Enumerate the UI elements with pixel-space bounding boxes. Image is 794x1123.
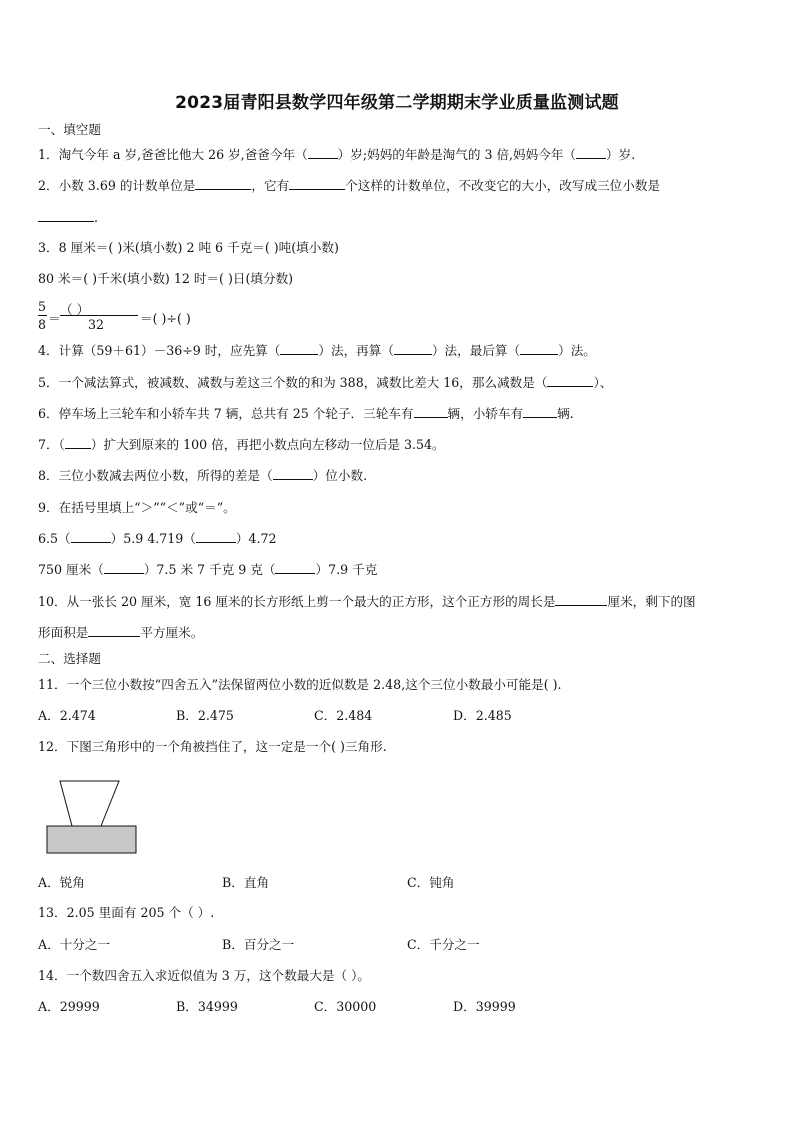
question-12: 12．下图三角形中的一个角被挡住了，这一定是一个( )三角形.: [38, 739, 387, 754]
question-5: [38, 375, 612, 391]
q2-blank-1[interactable]: [195, 178, 251, 190]
question-1: [38, 147, 635, 163]
q9-blank-3[interactable]: [104, 562, 144, 574]
q13-option-b[interactable]: B．百分之一: [222, 937, 295, 952]
q6-blank-1[interactable]: [414, 406, 448, 418]
q9-r2-c: ）7.9 千克: [315, 562, 378, 577]
q6-blank-2[interactable]: [523, 406, 557, 418]
section-fill-in-blank: 一、填空题: [38, 122, 101, 137]
fraction-denominator-8: 8: [38, 317, 47, 332]
q9-r2-a: 750 厘米（: [38, 562, 104, 577]
q2-text-d: .: [94, 210, 99, 225]
question-4: [38, 343, 596, 359]
question-11: 11．一个三位小数按“四舍五入”法保留两位小数的近似数是 2.48,这个三位小数最小可能是( ).: [38, 677, 562, 692]
question-2-cont: [38, 210, 98, 226]
question-9-row-2: [38, 562, 377, 578]
q9-r2-b: ）7.5 米 7 千克 9 克（: [143, 562, 276, 577]
q2-blank-2[interactable]: [289, 178, 345, 190]
q1-text-b: ）岁;妈妈的年龄是淘气的 3 倍,妈妈今年（: [337, 147, 577, 162]
q9-r1-a: 6.5（: [38, 531, 71, 546]
fraction-bar-2: [60, 315, 138, 316]
question-3-line-2: 80 米＝( )千米(填小数) 12 时＝( )日(填分数): [38, 271, 294, 286]
fraction-numerator-5: 5: [38, 299, 47, 314]
q1-blank-2[interactable]: [576, 147, 606, 159]
question-6: [38, 406, 574, 422]
question-14: 14．一个数四舍五入求近似值为 3 万，这个数最大是（ ）。: [38, 968, 370, 983]
q7-text-b: ）扩大到原来的 100 倍，再把小数点向左移动一位后是 3.54。: [90, 437, 445, 452]
q7-text-a: 7．（: [38, 437, 65, 452]
section-multiple-choice: 二、选择题: [38, 651, 101, 666]
triangle-outline: [60, 781, 119, 826]
q12-option-c[interactable]: C．钝角: [407, 875, 455, 890]
q1-text-a: 1．淘气今年 a 岁,爸爸比他大 26 岁,爸爸今年（: [38, 147, 308, 162]
q14-option-c[interactable]: C．30000: [314, 999, 377, 1014]
q4-blank-1[interactable]: [280, 343, 318, 355]
q1-text-c: ）岁.: [606, 147, 636, 162]
q7-blank[interactable]: [65, 437, 91, 449]
question-9-row-1: [38, 531, 277, 547]
q10-text-a: 10．从一张长 20 厘米，宽 16 厘米的长方形纸上剪一个最大的正方形，这个正方形的周长是: [38, 594, 556, 609]
q14-option-b[interactable]: B．34999: [176, 999, 238, 1014]
fraction-numerator-blank[interactable]: （ ）: [60, 302, 90, 317]
q10-blank-2[interactable]: [88, 625, 140, 637]
q11-option-c[interactable]: C．2.484: [314, 708, 373, 723]
question-13: 13．2.05 里面有 205 个（ ）.: [38, 905, 215, 920]
q4-blank-2[interactable]: [394, 343, 432, 355]
triangle-figure: [45, 779, 141, 857]
fraction-denominator-32: 32: [88, 317, 105, 332]
q9-blank-4[interactable]: [275, 562, 315, 574]
question-3-fraction: [38, 299, 238, 335]
question-2: [38, 178, 660, 194]
q4-text-c: ）法，最后算（: [431, 343, 521, 358]
q9-r1-c: ）4.72: [235, 531, 277, 546]
question-10-cont: [38, 625, 203, 641]
q11-option-a[interactable]: A．2.474: [38, 708, 96, 723]
q1-blank-1[interactable]: [308, 147, 338, 159]
q6-text-b: 辆，小轿车有: [447, 406, 524, 421]
fraction-bar: [38, 315, 47, 316]
q12-option-a[interactable]: A．锐角: [38, 875, 85, 890]
q5-text-a: 5．一个减法算式，被减数、减数与差这三个数的和为 388，减数比差大 16，那么减数是（: [38, 375, 548, 390]
q6-text-c: 辆.: [557, 406, 574, 421]
q4-text-a: 4．计算（59＋61）－36÷9 时，应先算（: [38, 343, 281, 358]
question-3-line-1: 3．8 厘米＝( )米(填小数) 2 吨 6 千克＝( )吨(填小数): [38, 240, 339, 255]
q9-blank-2[interactable]: [196, 531, 236, 543]
q2-text-a: 2．小数 3.69 的计数单位是: [38, 178, 196, 193]
question-10: [38, 594, 696, 610]
covering-rectangle: [47, 826, 136, 853]
q4-blank-3[interactable]: [520, 343, 558, 355]
q11-option-b[interactable]: B．2.475: [176, 708, 234, 723]
q4-text-b: ）法，再算（: [318, 343, 394, 358]
q2-text-b: ，它有: [251, 178, 290, 193]
q10-text-b: 厘米，剩下的图: [607, 594, 696, 609]
q2-text-c: 个这样的计数单位，不改变它的大小，改写成三位小数是: [345, 178, 661, 193]
q14-option-a[interactable]: A．29999: [38, 999, 100, 1014]
q13-option-c[interactable]: C．千分之一: [407, 937, 480, 952]
q10-text-c: 形面积是: [38, 625, 89, 640]
q4-text-d: ）法。: [558, 343, 596, 358]
q8-blank[interactable]: [273, 468, 313, 480]
q8-text-a: 8．三位小数减去两位小数，所得的差是（: [38, 468, 273, 483]
question-9-stem: 9．在括号里填上“＞”“＜”或“＝”。: [38, 500, 236, 515]
division-blanks: ＝( )÷( ): [140, 311, 191, 326]
q11-option-d[interactable]: D．2.485: [453, 708, 512, 723]
q5-text-b: ）、: [593, 375, 613, 390]
q6-text-a: 6．停车场上三轮车和小轿车共 7 辆，总共有 25 个轮子．三轮车有: [38, 406, 414, 421]
equals-sign: ＝: [48, 311, 61, 326]
question-8: [38, 468, 367, 484]
q14-option-d[interactable]: D．39999: [453, 999, 516, 1014]
q13-option-a[interactable]: A．十分之一: [38, 937, 111, 952]
q8-text-b: ）位小数.: [312, 468, 368, 483]
q9-r1-b: ）5.9 4.719（: [110, 531, 196, 546]
q2-blank-3[interactable]: [38, 210, 94, 222]
q9-blank-1[interactable]: [71, 531, 111, 543]
q12-option-b[interactable]: B．直角: [222, 875, 270, 890]
page-title: 2023届青阳县数学四年级第二学期期末学业质量监测试题: [175, 93, 619, 113]
question-7: [38, 437, 445, 453]
q10-text-d: 平方厘米。: [140, 625, 204, 640]
q10-blank-1[interactable]: [555, 594, 607, 606]
q5-blank[interactable]: [547, 375, 593, 387]
